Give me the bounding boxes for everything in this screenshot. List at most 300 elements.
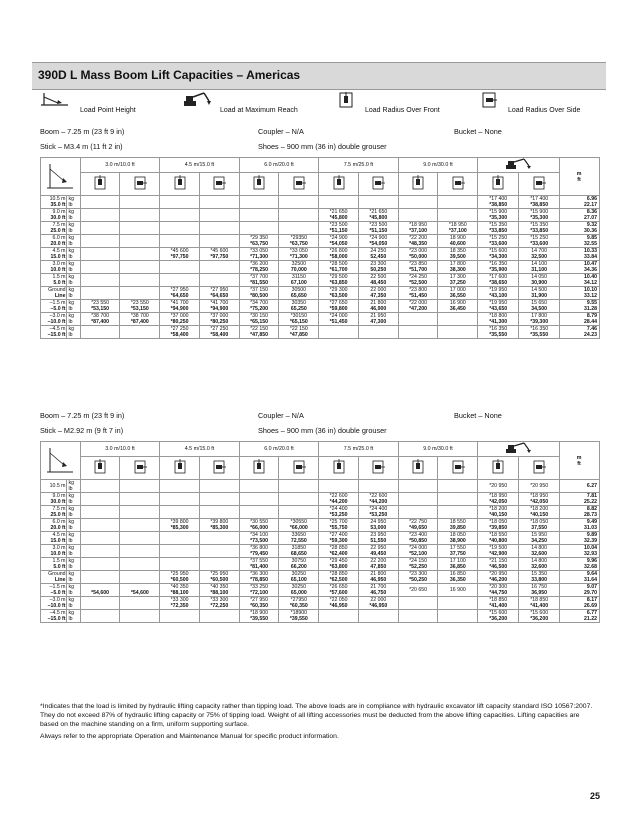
excavator-reach-icon	[504, 442, 534, 454]
radius-side-icon	[292, 175, 306, 191]
capacity-cell	[319, 326, 359, 339]
coupler-spec: Coupler – N/A	[258, 127, 304, 136]
page-number: 25	[590, 791, 601, 801]
load-height-cell: –1.5 m –5.0 ft	[41, 584, 67, 597]
load-point-height-icon	[40, 91, 72, 107]
capacity-cell: 22 950 49,450	[358, 545, 398, 558]
capacity-cell	[279, 222, 319, 235]
capacity-cell: 16 900	[438, 584, 478, 597]
load-height-cell: Ground Line	[41, 287, 67, 300]
capacity-cell	[239, 222, 279, 235]
capacity-cell	[80, 480, 120, 493]
capacity-cell: 18 050 38,900	[438, 532, 478, 545]
capacity-cell: *18 200 *40,150	[519, 506, 560, 519]
radius-side-icon-cell	[199, 457, 239, 480]
capacity-cell: *29 300 *63,500	[319, 287, 359, 300]
capacity-cell	[438, 313, 478, 326]
table-row	[41, 584, 600, 597]
capacity-cell	[438, 610, 478, 623]
capacity-cell: *20 950	[519, 480, 560, 493]
load-height-cell: 3.0 m 10.0 ft	[41, 545, 67, 558]
unit-cell: kg lb	[67, 610, 80, 623]
footnote: *Indicates that the load is limited by hydraulic lifting capacity rather than tipping load. The above loads are in compliance with hydraulic excavator lift capacity standard ISO 10567:2007. They do not exceed 87% of hydraulic lifting capacity or 75% of tipping load. Weight of all lifting accessories must be deducted from the above lifting capacities. Lifting capacities are based on the machine standing on a firm, uniform supporting surface.	[40, 703, 593, 728]
load-height-cell: 6.0 m 20.0 ft	[41, 235, 67, 248]
radius-front-icon	[173, 459, 187, 475]
radius-side-icon-cell	[358, 173, 398, 196]
capacity-cell: *38 700 *87,400	[120, 313, 160, 326]
capacity-cell: 9.49 31.03	[560, 519, 600, 532]
radius-side-icon-cell	[358, 457, 398, 480]
capacity-cell: *41 700 *94,900	[160, 300, 200, 313]
capacity-cell	[80, 519, 120, 532]
radius-front-icon-cell	[478, 173, 519, 196]
capacity-cell: 23 950 51,550	[358, 532, 398, 545]
load-height-cell: 1.5 m 5.0 ft	[41, 558, 67, 571]
table-row	[41, 571, 600, 584]
radius-front-icon	[93, 175, 107, 191]
capacity-cell	[80, 610, 120, 623]
capacity-cell: 32500 70,000	[279, 261, 319, 274]
radius-side-icon	[133, 459, 147, 475]
capacity-cell	[80, 597, 120, 610]
capacity-cell	[438, 209, 478, 222]
radius-side-icon-cell	[438, 457, 478, 480]
unit-cell: kg lb	[67, 480, 80, 493]
capacity-cell	[398, 506, 438, 519]
capacity-cell: 7.81 25.22	[560, 493, 600, 506]
capacity-cell	[120, 558, 160, 571]
page-title: 390D L Mass Boom Lift Capacities – Americas	[38, 68, 301, 82]
capacity-cell	[279, 506, 319, 519]
capacity-cell: 16 850 36,350	[438, 571, 478, 584]
capacity-cell: *20 300 *44,750	[478, 584, 519, 597]
capacity-cell: *15 250 *33,600	[478, 235, 519, 248]
capacity-cell: *21 150 *46,500	[478, 558, 519, 571]
capacity-cell: *20 950	[478, 480, 519, 493]
capacity-cell	[120, 571, 160, 584]
lift-capacity-table-1	[40, 157, 600, 339]
radius-front-icon-cell	[319, 173, 359, 196]
bucket-spec: Bucket – None	[454, 411, 502, 420]
capacity-cell: *15 900 *35,300	[478, 209, 519, 222]
radius-front-icon-cell	[239, 457, 279, 480]
table-row	[41, 506, 600, 519]
capacity-cell: *23 800 *51,450	[398, 287, 438, 300]
capacity-cell	[120, 597, 160, 610]
capacity-cell: *18 900 *39,550	[239, 610, 279, 623]
capacity-cell: *18 850 *41,400	[478, 597, 519, 610]
capacity-cell: *37 150 *80,500	[239, 287, 279, 300]
table-row	[41, 545, 600, 558]
capacity-cell	[199, 545, 239, 558]
radius-front-icon-cell	[319, 457, 359, 480]
capacity-cell: 17 000 36,550	[438, 287, 478, 300]
load-height-cell: 9.0 m 30.0 ft	[41, 209, 67, 222]
capacity-cell: 10.10 33.12	[560, 287, 600, 300]
capacity-cell: *28 850 *62,400	[319, 545, 359, 558]
capacity-cell: *26 650 *57,600	[319, 584, 359, 597]
capacity-cell	[199, 196, 239, 209]
capacity-cell	[80, 209, 120, 222]
capacity-cell: 31150 67,100	[279, 274, 319, 287]
radius-front-icon	[411, 175, 425, 191]
capacity-cell: 14 700 32,500	[519, 248, 560, 261]
load-height-cell: 4.5 m 15.0 ft	[41, 532, 67, 545]
capacity-cell	[120, 248, 160, 261]
radius-side-icon-cell	[519, 457, 560, 480]
capacity-cell: 14 500 31,900	[519, 287, 560, 300]
capacity-cell: 33650 72,550	[279, 532, 319, 545]
capacity-cell	[279, 493, 319, 506]
reach-unit-header: m ft	[560, 442, 600, 480]
unit-cell: kg lb	[67, 493, 80, 506]
radius-header-2: 6.0 m/20.0 ft	[239, 158, 319, 173]
capacity-cell: 22 000 *46,950	[358, 597, 398, 610]
boom-spec: Boom – 7.25 m (23 ft 9 in)	[40, 411, 125, 420]
capacity-cell: 18 350 39,500	[438, 248, 478, 261]
radius-front-icon-cell	[160, 173, 200, 196]
capacity-cell: *39 800 *85,300	[199, 519, 239, 532]
capacity-cell	[199, 209, 239, 222]
capacity-cell	[120, 261, 160, 274]
capacity-cell: *27 950 *64,650	[199, 287, 239, 300]
load-height-cell: 7.5 m 25.0 ft	[41, 506, 67, 519]
capacity-cell: *23 500 *51,150	[358, 222, 398, 235]
capacity-cell	[120, 326, 160, 339]
capacity-cell: *18 950 *42,050	[478, 493, 519, 506]
capacity-cell	[80, 287, 120, 300]
bucket-spec: Bucket – None	[454, 127, 502, 136]
radius-side-icon	[212, 175, 226, 191]
reach-unit-header: m ft	[560, 158, 600, 196]
unit-cell: kg lb	[67, 519, 80, 532]
capacity-cell: 30250 65,100	[279, 571, 319, 584]
capacity-cell: 17 800 *39,300	[519, 313, 560, 326]
capacity-cell: *27 400 *59,300	[319, 532, 359, 545]
capacity-cell: 10.47 34.36	[560, 261, 600, 274]
radius-front-icon-cell	[80, 457, 120, 480]
title-bar	[32, 62, 606, 90]
capacity-cell: *23 550 *53,150	[80, 300, 120, 313]
capacity-cell: *19 500 *42,900	[478, 545, 519, 558]
radius-side-icon-cell	[120, 173, 160, 196]
capacity-cell: *41 700 *94,900	[199, 300, 239, 313]
capacity-cell: *15 350 *33,850	[519, 222, 560, 235]
table-row	[41, 519, 600, 532]
capacity-cell	[319, 196, 359, 209]
legend-load-max-reach: Load at Maximum Reach	[182, 91, 362, 123]
radius-side-icon	[292, 459, 306, 475]
capacity-cell	[438, 480, 478, 493]
capacity-cell: *33 300 *72,250	[199, 597, 239, 610]
direction-icon-row	[41, 173, 600, 196]
capacity-cell: 17 550 37,750	[438, 545, 478, 558]
radius-front-icon-cell	[160, 457, 200, 480]
capacity-cell: *27 950 *64,650	[160, 287, 200, 300]
capacity-cell: *24 150 *52,250	[398, 558, 438, 571]
capacity-cell: *28 500 *61,700	[319, 261, 359, 274]
capacity-cell	[80, 261, 120, 274]
capacity-cell	[398, 326, 438, 339]
capacity-cell: 8.17 26.69	[560, 597, 600, 610]
table-row	[41, 532, 600, 545]
radius-side-icon-cell	[199, 173, 239, 196]
capacity-cell: *25 950 *60,500	[160, 571, 200, 584]
capacity-cell	[120, 480, 160, 493]
capacity-cell	[358, 480, 398, 493]
load-height-cell: –3.0 m –10.0 ft	[41, 597, 67, 610]
capacity-cell	[80, 493, 120, 506]
capacity-cell	[438, 326, 478, 339]
table-row	[41, 287, 600, 300]
stick-spec: Stick – M2.92 m (9 ft 7 in)	[40, 426, 124, 435]
load-height-cell: 6.0 m 20.0 ft	[41, 519, 67, 532]
capacity-cell	[80, 532, 120, 545]
unit-cell: kg lb	[67, 222, 80, 235]
capacity-cell	[80, 558, 120, 571]
radius-front-icon-cell	[239, 173, 279, 196]
unit-cell: kg lb	[67, 287, 80, 300]
capacity-cell: 21 700 46,750	[358, 584, 398, 597]
section1-spec-line2	[40, 142, 600, 154]
unit-cell: kg lb	[67, 313, 80, 326]
capacity-cell	[80, 506, 120, 519]
capacity-cell: 6.77 21.22	[560, 610, 600, 623]
capacity-cell	[80, 248, 120, 261]
capacity-cell: *34 100 *73,500	[239, 532, 279, 545]
capacity-cell: *39 800 *85,300	[160, 519, 200, 532]
capacity-cell: *18 950 *42,050	[519, 493, 560, 506]
capacity-cell	[319, 480, 359, 493]
unit-cell: kg lb	[67, 261, 80, 274]
radius-front-icon	[252, 459, 266, 475]
capacity-cell: *36 300 *78,850	[239, 571, 279, 584]
capacity-cell: 17 300 37,250	[438, 274, 478, 287]
capacity-cell	[120, 519, 160, 532]
capacity-cell: *16 350 *35,550	[519, 326, 560, 339]
capacity-cell	[438, 493, 478, 506]
section2-spec-line1	[40, 411, 600, 423]
capacity-cell: 7.46 24.23	[560, 326, 600, 339]
capacity-cell: *15 250 *33,600	[519, 235, 560, 248]
unit-cell: kg lb	[67, 209, 80, 222]
load-point-header-cell	[41, 158, 81, 196]
capacity-cell	[279, 480, 319, 493]
capacity-cell: 31850 68,650	[279, 545, 319, 558]
capacity-cell	[199, 558, 239, 571]
coupler-spec: Coupler – N/A	[258, 411, 304, 420]
capacity-cell: 30500 65,650	[279, 287, 319, 300]
capacity-cell: *45 600 *97,750	[199, 248, 239, 261]
capacity-cell: *28 850 *62,500	[319, 571, 359, 584]
capacity-cell: 8.79 28.44	[560, 313, 600, 326]
capacity-cell: 14 800 32,600	[519, 558, 560, 571]
capacity-cell: *29 350 *63,750	[239, 235, 279, 248]
capacity-cell	[199, 532, 239, 545]
radius-header-4: 9.0 m/30.0 ft	[398, 158, 478, 173]
capacity-cell: *33 050 *71,300	[239, 248, 279, 261]
table-row	[41, 209, 600, 222]
capacity-cell	[199, 274, 239, 287]
capacity-cell: 9.89 32.39	[560, 532, 600, 545]
capacity-cell: *26 800 *58,000	[319, 248, 359, 261]
radius-side-icon-cell	[279, 173, 319, 196]
capacity-cell: *23 400 *50,850	[398, 532, 438, 545]
radius-side-icon	[451, 459, 465, 475]
capacity-cell: *22 200 *48,350	[398, 235, 438, 248]
direction-icon-row	[41, 457, 600, 480]
table-row	[41, 326, 600, 339]
radius-front-icon	[332, 175, 346, 191]
capacity-cell	[279, 209, 319, 222]
capacity-cell: 18 900 40,600	[438, 235, 478, 248]
capacity-cell: *19 950 *43,650	[478, 300, 519, 313]
capacity-cell	[120, 287, 160, 300]
capacity-cell: *37 000 *80,250	[199, 313, 239, 326]
legend-load-point-height: Load Point Height	[40, 91, 180, 123]
capacity-cell	[160, 209, 200, 222]
capacity-cell	[199, 506, 239, 519]
capacity-cell: 10.40 34.12	[560, 274, 600, 287]
capacity-cell	[398, 209, 438, 222]
table-row	[41, 300, 600, 313]
radius-front-icon	[337, 91, 355, 109]
capacity-cell	[80, 571, 120, 584]
capacity-cell	[80, 235, 120, 248]
capacity-cell	[398, 480, 438, 493]
excavator-reach-icon	[504, 158, 534, 170]
radius-side-icon-cell	[438, 173, 478, 196]
load-point-height-icon	[46, 161, 74, 191]
unit-cell: kg lb	[67, 532, 80, 545]
table-row	[41, 493, 600, 506]
capacity-cell	[120, 235, 160, 248]
section1-spec-line1	[40, 127, 600, 139]
capacity-cell: *24 000 *51,450	[319, 313, 359, 326]
capacity-cell	[199, 235, 239, 248]
capacity-cell: *17 400 *38,850	[478, 196, 519, 209]
excavator-reach-icon	[182, 91, 212, 109]
capacity-cell: *37 550 *81,400	[239, 558, 279, 571]
capacity-cell	[160, 532, 200, 545]
capacity-cell	[80, 196, 120, 209]
capacity-cell: *24 900 *54,050	[358, 235, 398, 248]
capacity-cell	[398, 196, 438, 209]
radius-front-icon-cell	[478, 457, 519, 480]
capacity-cell	[438, 196, 478, 209]
table-row	[41, 274, 600, 287]
capacity-cell: *18 200 *40,150	[478, 506, 519, 519]
capacity-cell: *30150 *65,150	[279, 313, 319, 326]
unit-cell: kg lb	[67, 506, 80, 519]
unit-cell: kg lb	[67, 300, 80, 313]
legend	[32, 91, 606, 123]
capacity-cell: *27 650 *59,800	[319, 300, 359, 313]
capacity-cell: 30250 65,000	[279, 584, 319, 597]
section2-spec-line2	[40, 426, 600, 438]
capacity-cell: 17 100 36,850	[438, 558, 478, 571]
unit-cell: kg lb	[67, 326, 80, 339]
capacity-cell: *27 250 *58,400	[199, 326, 239, 339]
radius-side-icon	[371, 459, 385, 475]
capacity-cell: *36 200 *78,250	[239, 261, 279, 274]
capacity-cell: *23 850 *51,700	[398, 261, 438, 274]
table-row	[41, 235, 600, 248]
radius-header-4: 9.0 m/30.0 ft	[398, 442, 478, 457]
unit-cell: kg lb	[67, 571, 80, 584]
capacity-cell: 30750 66,200	[279, 558, 319, 571]
capacity-cell: *29350 *63,750	[279, 235, 319, 248]
capacity-cell: *18 850 *41,400	[519, 597, 560, 610]
radius-front-icon-cell	[398, 173, 438, 196]
capacity-cell: *54,600	[120, 584, 160, 597]
capacity-cell	[120, 209, 160, 222]
unit-cell: kg lb	[67, 597, 80, 610]
capacity-cell	[160, 235, 200, 248]
capacity-cell: *38 700 *87,400	[80, 313, 120, 326]
capacity-cell: *37 700 *81,550	[239, 274, 279, 287]
capacity-cell	[160, 493, 200, 506]
load-height-cell: 4.5 m 15.0 ft	[41, 248, 67, 261]
load-height-cell: 9.0 m 30.0 ft	[41, 493, 67, 506]
capacity-cell	[358, 326, 398, 339]
boom-spec: Boom – 7.25 m (23 ft 9 in)	[40, 127, 125, 136]
load-height-cell: 7.5 m 25.0 ft	[41, 222, 67, 235]
capacity-cell: *17 600 *38,650	[478, 274, 519, 287]
capacity-cell	[199, 222, 239, 235]
capacity-cell: *24 250 *52,500	[398, 274, 438, 287]
capacity-cell	[120, 506, 160, 519]
capacity-cell	[398, 493, 438, 506]
radius-header-1: 4.5 m/15.0 ft	[160, 158, 240, 173]
capacity-cell: *24 000 *52,100	[398, 545, 438, 558]
load-height-cell: 3.0 m 10.0 ft	[41, 261, 67, 274]
capacity-cell: 23 300 50,250	[358, 261, 398, 274]
capacity-cell	[160, 480, 200, 493]
capacity-cell	[279, 196, 319, 209]
capacity-cell: *16 350 *35,550	[478, 326, 519, 339]
capacity-cell	[319, 610, 359, 623]
capacity-cell: 15 950 34,250	[519, 532, 560, 545]
shoes-spec: Shoes – 900 mm (36 in) double grouser	[258, 142, 387, 151]
capacity-cell	[160, 274, 200, 287]
legend-radius-front: Load Radius Over Front	[337, 91, 497, 123]
capacity-cell: *23 550 *53,150	[120, 300, 160, 313]
capacity-cell: 9.96 32.68	[560, 558, 600, 571]
capacity-cell: *33 300 *72,350	[160, 597, 200, 610]
capacity-cell: *30550 *66,000	[279, 519, 319, 532]
capacity-cell: *37 000 *80,250	[160, 313, 200, 326]
load-height-cell: –4.5 m –15.0 ft	[41, 326, 67, 339]
table-row	[41, 558, 600, 571]
radius-side-icon-cell	[519, 173, 560, 196]
capacity-cell	[160, 222, 200, 235]
capacity-cell: *18 950 *37,100	[438, 222, 478, 235]
capacity-cell: *21 650 *45,800	[358, 209, 398, 222]
capacity-cell: *16 350 *35,900	[478, 261, 519, 274]
capacity-cell: *15 600 *36,200	[519, 610, 560, 623]
table-row	[41, 610, 600, 623]
capacity-cell	[120, 222, 160, 235]
capacity-cell: *18 950 *37,100	[398, 222, 438, 235]
capacity-cell: 10.04 32.93	[560, 545, 600, 558]
capacity-cell: 6.27	[560, 480, 600, 493]
capacity-cell: *29 450 *63,800	[319, 558, 359, 571]
capacity-cell: *18 050 *39,850	[478, 519, 519, 532]
capacity-cell: *22 000 *47,200	[398, 300, 438, 313]
radius-side-icon-cell	[279, 457, 319, 480]
capacity-cell: 24 250 52,450	[358, 248, 398, 261]
